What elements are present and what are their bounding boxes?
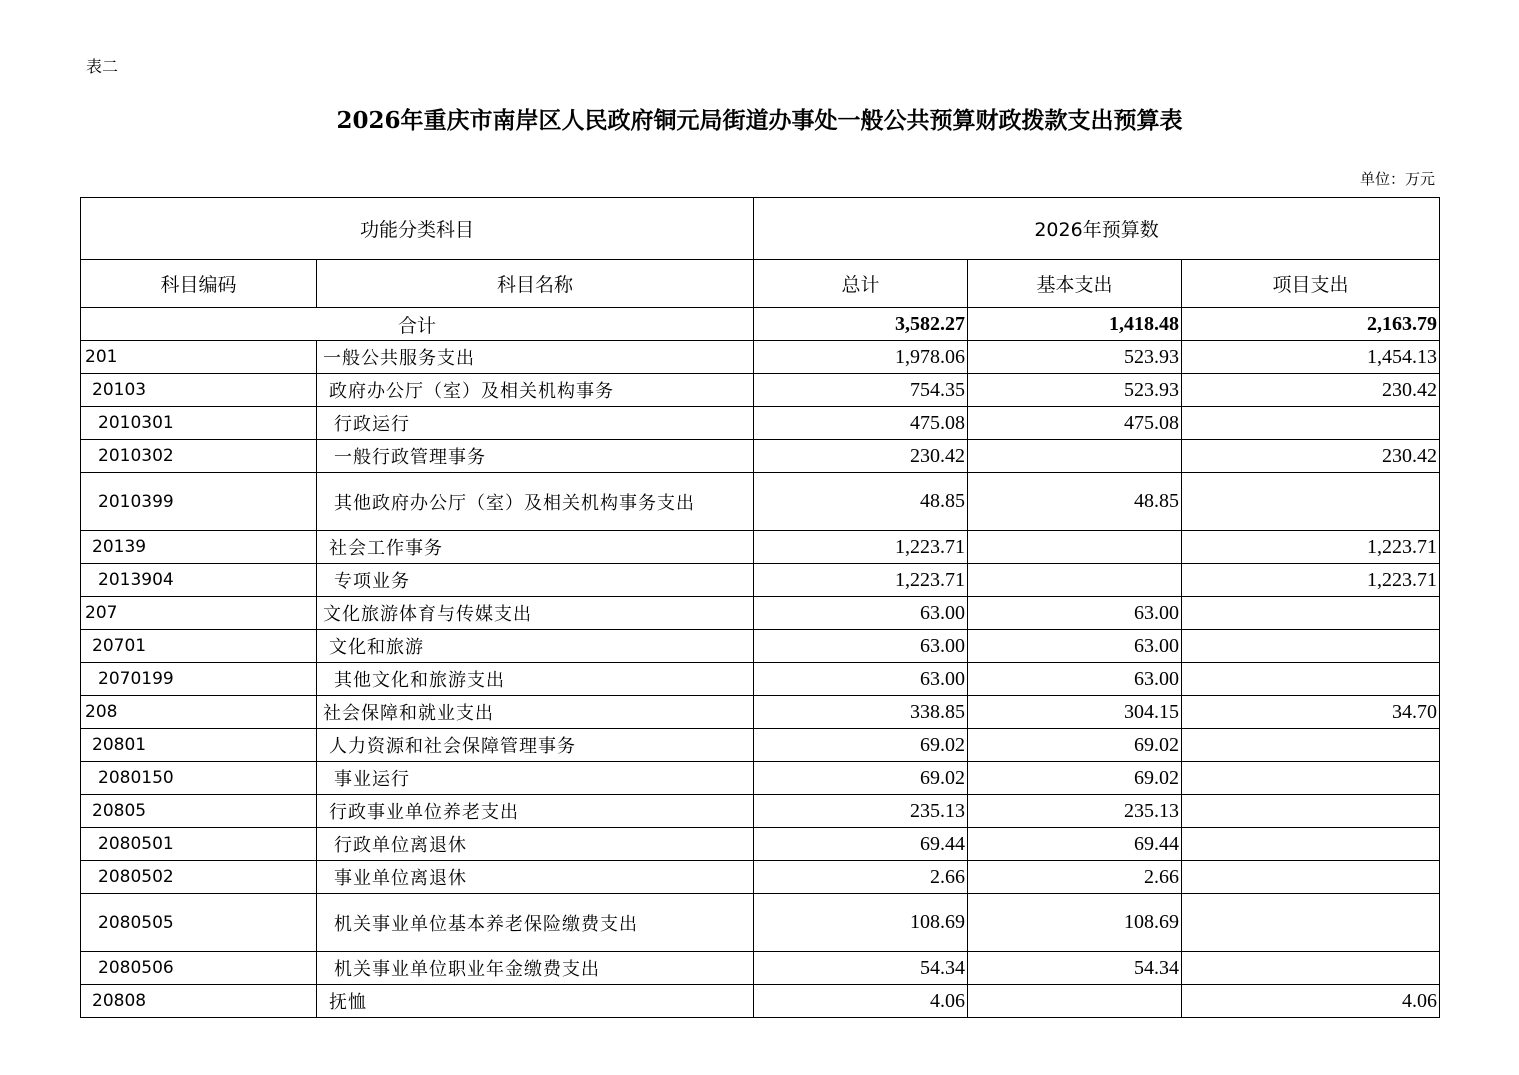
basic-amount-cell: 523.93 (968, 341, 1182, 374)
table-row (81, 597, 1440, 630)
subject-name-cell: 一般行政管理事务 (317, 440, 754, 473)
basic-amount-cell (968, 440, 1182, 473)
subject-code-cell: 20139 (81, 531, 317, 564)
table-row (81, 795, 1440, 828)
basic-amount-cell: 523.93 (968, 374, 1182, 407)
subject-name-cell: 其他文化和旅游支出 (317, 663, 754, 696)
unit-label: 单位：万元 (1359, 170, 1435, 188)
subject-code-cell: 20805 (81, 795, 317, 828)
table-row (81, 564, 1440, 597)
subject-code-cell: 2013904 (81, 564, 317, 597)
project-amount-cell (1182, 952, 1440, 985)
table-row (81, 407, 1440, 440)
basic-amount-cell: 63.00 (968, 630, 1182, 663)
subject-code-cell: 2010301 (81, 407, 317, 440)
total-amount-cell: 48.85 (754, 473, 968, 531)
subject-name-cell: 事业单位离退休 (317, 861, 754, 894)
total-amount: 3,582.27 (754, 308, 968, 341)
table-row (81, 374, 1440, 407)
basic-amount-cell: 48.85 (968, 473, 1182, 531)
project-amount-cell (1182, 663, 1440, 696)
basic-amount-cell: 69.02 (968, 729, 1182, 762)
subject-code-cell: 2010399 (81, 473, 317, 531)
basic-amount-cell: 108.69 (968, 894, 1182, 952)
header-project-expenditure: 项目支出 (1182, 260, 1440, 308)
subject-code-cell: 207 (81, 597, 317, 630)
subject-code-cell: 2070199 (81, 663, 317, 696)
project-amount-cell (1182, 597, 1440, 630)
subject-name-cell: 机关事业单位职业年金缴费支出 (317, 952, 754, 985)
table-row (81, 531, 1440, 564)
subject-name-cell: 其他政府办公厅（室）及相关机构事务支出 (317, 473, 754, 531)
subject-code-cell: 20701 (81, 630, 317, 663)
subject-name-cell: 专项业务 (317, 564, 754, 597)
total-amount-cell: 1,223.71 (754, 564, 968, 597)
basic-amount-cell (968, 564, 1182, 597)
basic-amount-cell (968, 531, 1182, 564)
subject-code-cell: 208 (81, 696, 317, 729)
header-functional-classification: 功能分类科目 (81, 198, 754, 260)
subject-code-cell: 2080506 (81, 952, 317, 985)
subject-name-cell: 行政事业单位养老支出 (317, 795, 754, 828)
basic-amount-cell: 304.15 (968, 696, 1182, 729)
subject-name-cell: 社会工作事务 (317, 531, 754, 564)
project-amount-cell (1182, 407, 1440, 440)
project-amount-cell (1182, 473, 1440, 531)
total-amount-cell: 69.02 (754, 729, 968, 762)
total-amount-cell: 1,978.06 (754, 341, 968, 374)
basic-amount-cell: 475.08 (968, 407, 1182, 440)
subject-name-cell: 文化旅游体育与传媒支出 (317, 597, 754, 630)
total-amount-cell: 54.34 (754, 952, 968, 985)
project-amount-cell (1182, 729, 1440, 762)
basic-amount-cell: 69.44 (968, 828, 1182, 861)
header-subject-name: 科目名称 (317, 260, 754, 308)
header-subject-code: 科目编码 (81, 260, 317, 308)
subject-code-cell: 2080502 (81, 861, 317, 894)
subject-name-cell: 人力资源和社会保障管理事务 (317, 729, 754, 762)
project-amount-cell (1182, 795, 1440, 828)
project-amount-cell: 1,223.71 (1182, 564, 1440, 597)
basic-amount-cell: 63.00 (968, 663, 1182, 696)
total-amount-cell: 69.44 (754, 828, 968, 861)
project-amount-cell (1182, 894, 1440, 952)
total-project-amount: 2,163.79 (1182, 308, 1440, 341)
subject-code-cell: 201 (81, 341, 317, 374)
subject-name-cell: 政府办公厅（室）及相关机构事务 (317, 374, 754, 407)
subject-name-cell: 行政单位离退休 (317, 828, 754, 861)
header-total: 总计 (754, 260, 968, 308)
basic-amount-cell (968, 985, 1182, 1018)
total-amount-cell: 63.00 (754, 630, 968, 663)
project-amount-cell (1182, 828, 1440, 861)
total-amount-cell: 754.35 (754, 374, 968, 407)
subject-name-cell: 一般公共服务支出 (317, 341, 754, 374)
project-amount-cell: 230.42 (1182, 440, 1440, 473)
subject-name-cell: 行政运行 (317, 407, 754, 440)
header-budget-year: 2026年预算数 (754, 198, 1440, 260)
header-basic-expenditure: 基本支出 (968, 260, 1182, 308)
table-row (81, 861, 1440, 894)
total-amount-cell: 69.02 (754, 762, 968, 795)
table-row (81, 828, 1440, 861)
total-amount-cell: 63.00 (754, 597, 968, 630)
table-row (81, 762, 1440, 795)
subject-name-cell: 社会保障和就业支出 (317, 696, 754, 729)
project-amount-cell: 1,223.71 (1182, 531, 1440, 564)
subject-name-cell: 抚恤 (317, 985, 754, 1018)
project-amount-cell (1182, 762, 1440, 795)
table-row (81, 985, 1440, 1018)
table-row (81, 663, 1440, 696)
header-group-row (81, 198, 1440, 260)
header-column-row (81, 260, 1440, 308)
table-row (81, 473, 1440, 531)
subject-code-cell: 2080505 (81, 894, 317, 952)
basic-amount-cell: 63.00 (968, 597, 1182, 630)
total-label: 合计 (81, 308, 754, 341)
table-row (81, 729, 1440, 762)
total-basic-amount: 1,418.48 (968, 308, 1182, 341)
budget-table (80, 197, 1440, 1018)
subject-name-cell: 机关事业单位基本养老保险缴费支出 (317, 894, 754, 952)
total-amount-cell: 230.42 (754, 440, 968, 473)
basic-amount-cell: 69.02 (968, 762, 1182, 795)
total-row (81, 308, 1440, 341)
project-amount-cell (1182, 861, 1440, 894)
project-amount-cell: 230.42 (1182, 374, 1440, 407)
total-amount-cell: 2.66 (754, 861, 968, 894)
subject-code-cell: 20808 (81, 985, 317, 1018)
subject-name-cell: 事业运行 (317, 762, 754, 795)
subject-code-cell: 2010302 (81, 440, 317, 473)
total-amount-cell: 63.00 (754, 663, 968, 696)
basic-amount-cell: 54.34 (968, 952, 1182, 985)
table-row (81, 630, 1440, 663)
basic-amount-cell: 2.66 (968, 861, 1182, 894)
subject-code-cell: 2080150 (81, 762, 317, 795)
table-number-label: 表二 (86, 57, 119, 76)
table-row (81, 440, 1440, 473)
table-row (81, 341, 1440, 374)
project-amount-cell: 4.06 (1182, 985, 1440, 1018)
table-row (81, 696, 1440, 729)
subject-code-cell: 20801 (81, 729, 317, 762)
project-amount-cell (1182, 630, 1440, 663)
subject-code-cell: 20103 (81, 374, 317, 407)
basic-amount-cell: 235.13 (968, 795, 1182, 828)
total-amount-cell: 4.06 (754, 985, 968, 1018)
page-title: 2026年重庆市南岸区人民政府铜元局街道办事处一般公共预算财政拨款支出预算表 (336, 107, 1183, 134)
table-row (81, 894, 1440, 952)
total-amount-cell: 338.85 (754, 696, 968, 729)
table-row (81, 952, 1440, 985)
total-amount-cell: 235.13 (754, 795, 968, 828)
total-amount-cell: 1,223.71 (754, 531, 968, 564)
total-amount-cell: 108.69 (754, 894, 968, 952)
project-amount-cell: 34.70 (1182, 696, 1440, 729)
subject-name-cell: 文化和旅游 (317, 630, 754, 663)
subject-code-cell: 2080501 (81, 828, 317, 861)
project-amount-cell: 1,454.13 (1182, 341, 1440, 374)
total-amount-cell: 475.08 (754, 407, 968, 440)
